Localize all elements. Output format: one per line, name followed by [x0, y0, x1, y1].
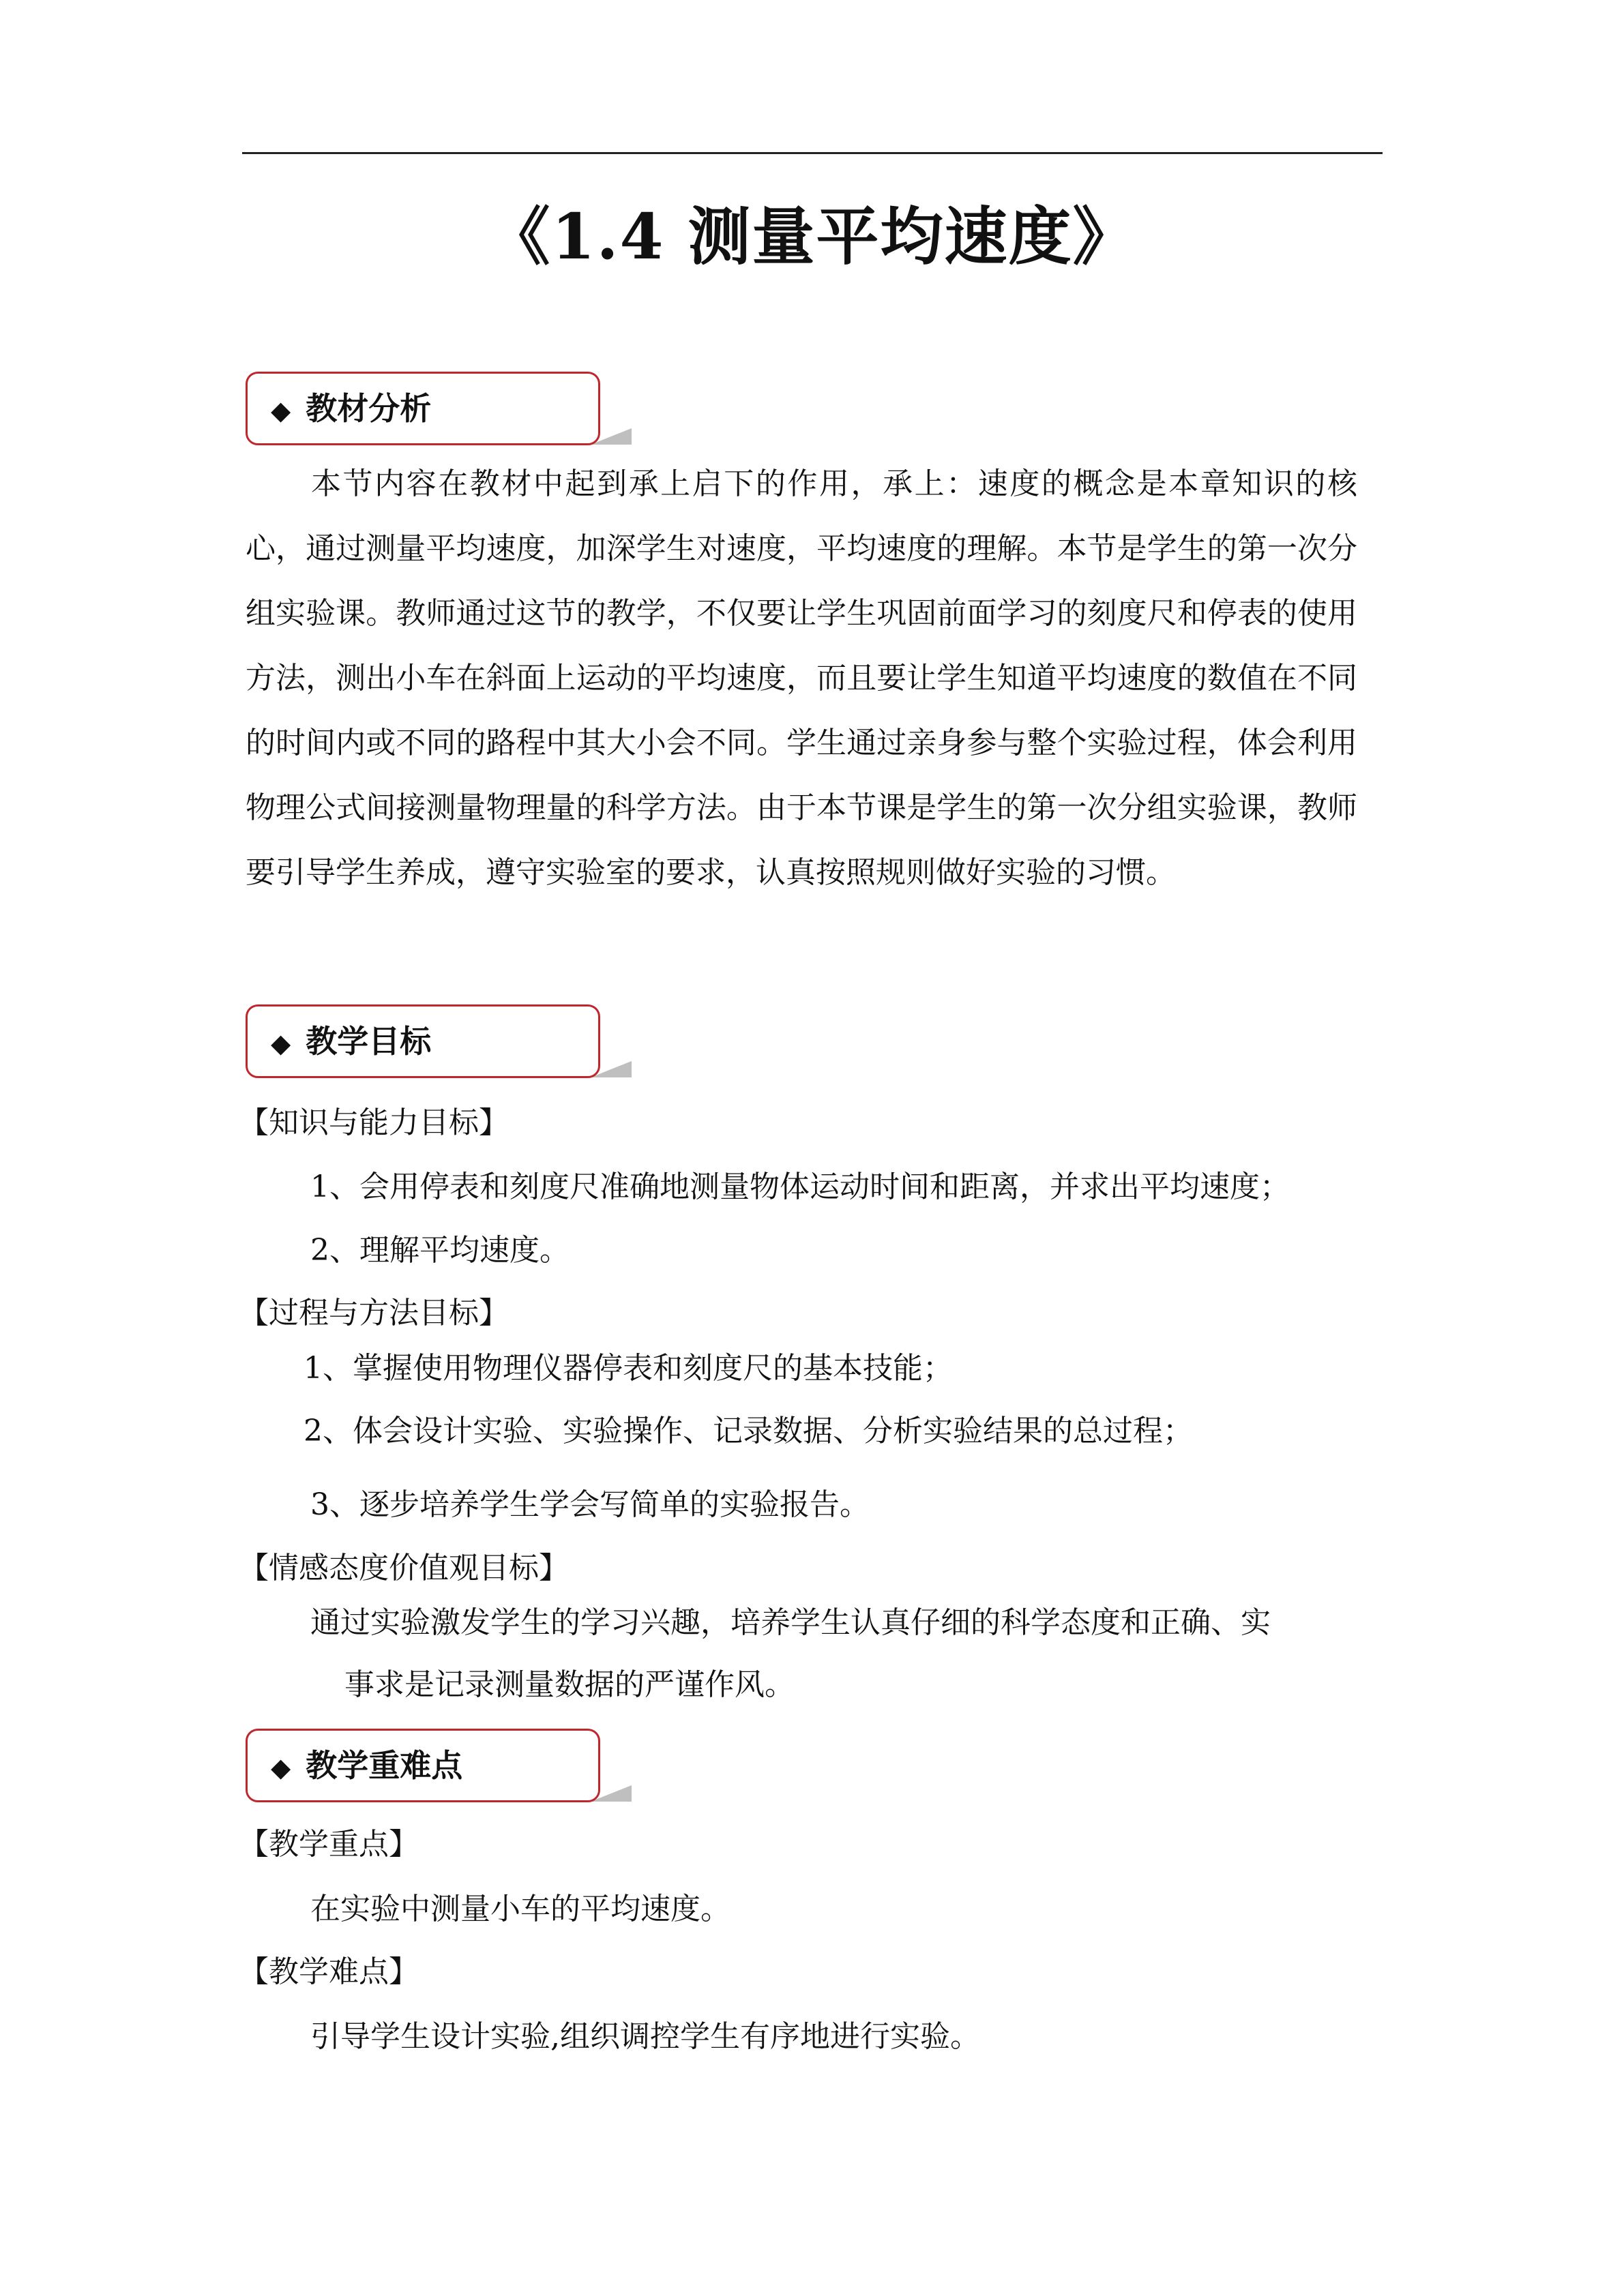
diamond-bullet-icon: ◆ [271, 396, 291, 426]
section-heading-analysis [246, 372, 600, 445]
section-heading-goals [246, 1004, 600, 1078]
section-heading-label: 教学重难点 [306, 1747, 463, 1784]
difficulty-heading: 【教学难点】 [239, 1954, 419, 1989]
section-heading-label: 教材分析 [306, 390, 432, 427]
process-goal-item: 3、逐步培养学生学会写简单的实验报告。 [310, 1487, 870, 1522]
knowledge-goal-item: 1、会用停表和刻度尺准确地测量物体运动时间和距离，并求出平均速度； [310, 1169, 1290, 1204]
header-rule [242, 152, 1383, 154]
emotion-goal-text: 事求是记录测量数据的严谨作风。 [344, 1667, 795, 1702]
section-heading-focus [246, 1729, 600, 1802]
process-goal-item: 1、掌握使用物理仪器停表和刻度尺的基本技能； [304, 1351, 953, 1386]
emotion-goal-text: 通过实验激发学生的学习兴趣，培养学生认真仔细的科学态度和正确、实 [310, 1605, 1271, 1640]
diamond-bullet-icon: ◆ [271, 1028, 291, 1058]
difficulty-text: 引导学生设计实验,组织调控学生有序地进行实验。 [310, 2019, 980, 2054]
knowledge-goal-heading: 【知识与能力目标】 [239, 1105, 509, 1140]
page-title: 《1.4 测量平均速度》 [487, 200, 1137, 273]
key-point-heading: 【教学重点】 [239, 1827, 419, 1862]
analysis-paragraph: 本节内容在教材中起到承上启下的作用，承上：速度的概念是本章知识的核心，通过测量平均速度，加深学生对速度，平均速度的理解。本节是学生的第一次分组实验课。教师通过这节的教学，不仅要让学生巩固前面学习的刻度尺和停表的使用方法，测出小车在斜面上运动的平均速度，而且要让学生知道平均速度的数值在不同的时间内或不同的路程中其大小会不同。学生通过亲身参与整个实验过程，体会利用物理公式间接测量物理量的科学方法。由于本节课是学生的第一次分组实验课，教师要引导学生养成，遵守实验室的要求，认真按照规则做好实验的习惯。 [246, 466, 1357, 890]
process-goal-heading: 【过程与方法目标】 [239, 1296, 509, 1330]
emotion-goal-heading: 【情感态度价值观目标】 [239, 1551, 569, 1585]
section-heading-label: 教学目标 [306, 1023, 432, 1060]
key-point-text: 在实验中测量小车的平均速度。 [310, 1892, 730, 1926]
diamond-bullet-icon: ◆ [271, 1753, 291, 1783]
knowledge-goal-item: 2、理解平均速度。 [310, 1233, 570, 1268]
process-goal-item: 2、体会设计实验、实验操作、记录数据、分析实验结果的总过程； [304, 1414, 1193, 1448]
